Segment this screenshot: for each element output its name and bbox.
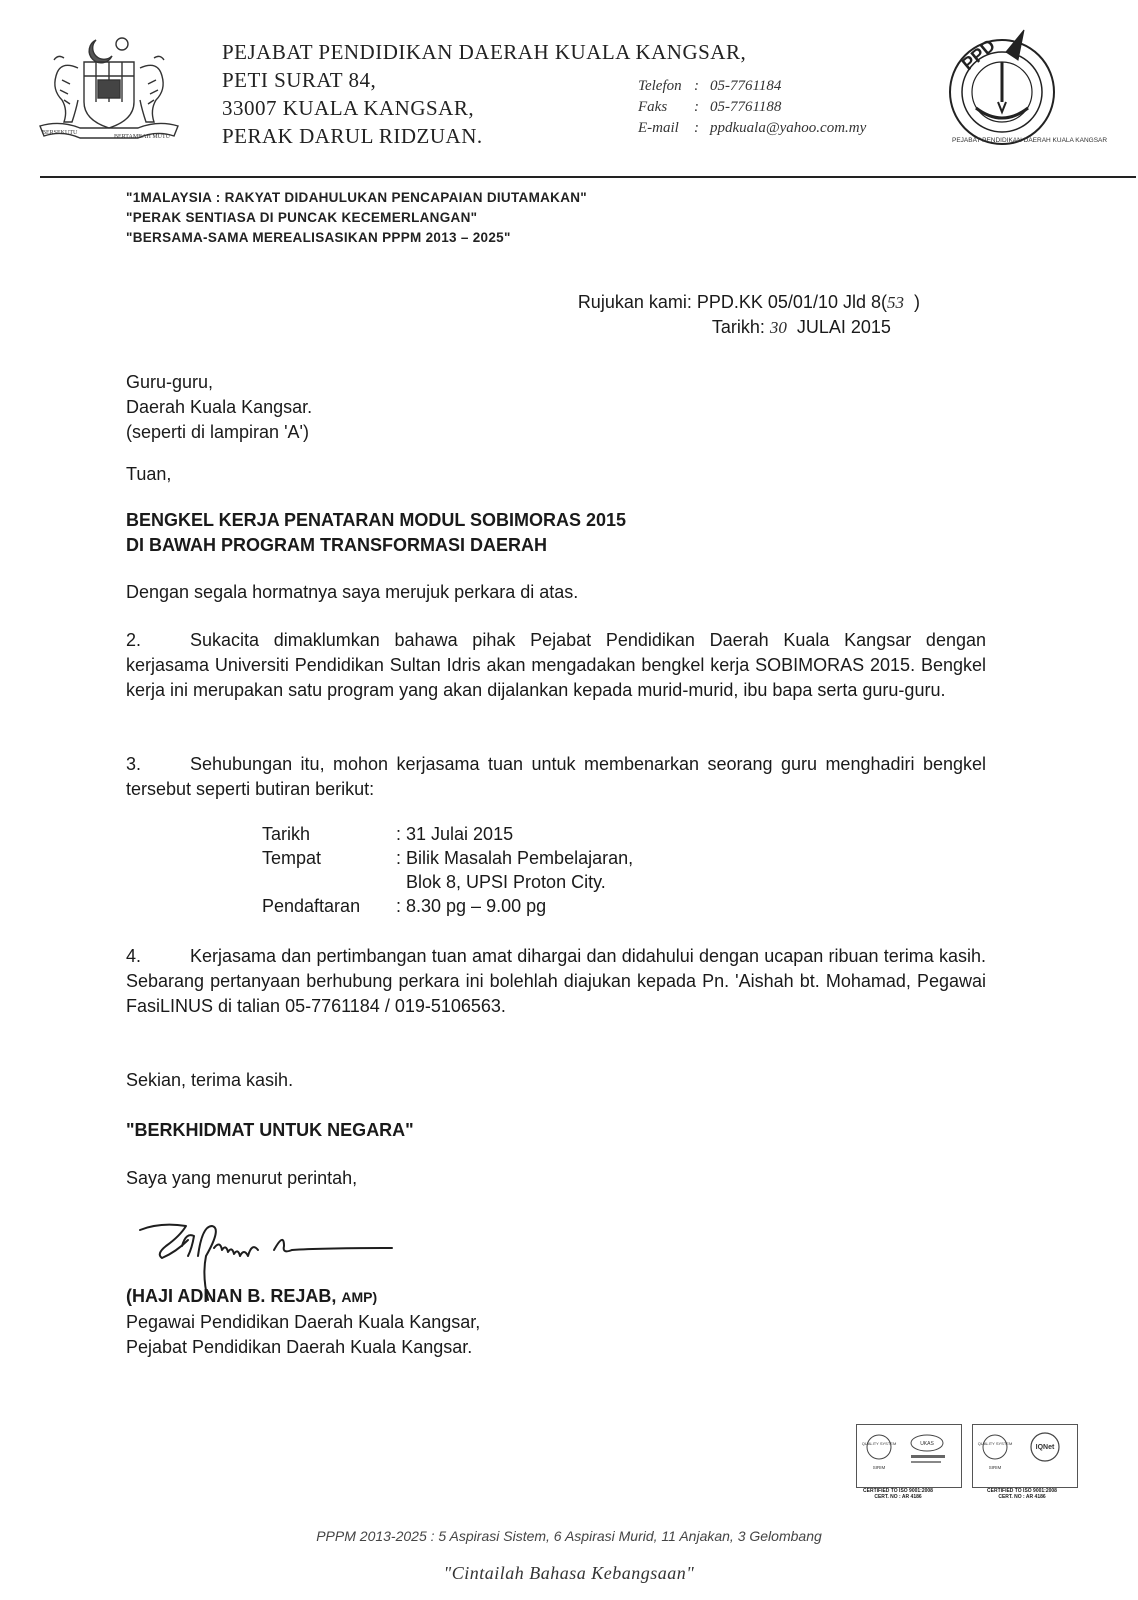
ppd-logo-icon — [936, 22, 1108, 154]
footer-motto: "Cintailah Bahasa Kebangsaan" — [443, 1563, 695, 1583]
subject-line: BENGKEL KERJA PENATARAN MODUL SOBIMORAS 2015 — [126, 510, 627, 530]
header-divider — [40, 176, 1136, 178]
iqnet-icon — [973, 1425, 1077, 1487]
position-line: Pejabat Pendidikan Daerah Kuala Kangsar. — [126, 1337, 473, 1357]
recipient-block — [126, 370, 986, 445]
recipient-line: (seperti di lampiran 'A') — [126, 422, 309, 442]
paragraph-3: 3. Sehubungan itu, mohon kerjasama tuan untuk membenarkan seorang guru menghadiri bengkel tersebut seperti butiran berikut: — [126, 754, 986, 799]
opening-line: Dengan segala hormatnya saya merujuk perkara di atas. — [126, 582, 579, 602]
position-line: Pegawai Pendidikan Daerah Kuala Kangsar, — [126, 1312, 481, 1332]
sirim-iqnet-certification-badge — [972, 1424, 1078, 1488]
closing-thanks: Sekian, terima kasih. — [126, 1070, 294, 1090]
svg-text:PPD: PPD — [957, 35, 1000, 75]
paragraph-2: 2. Sukacita dimaklumkan bahawa pihak Pejabat Pendidikan Daerah Kuala Kangsar dengan kerjasama Universiti Pendidikan Sultan Idris akan mengadakan bengkel kerja SOBIMORAS 2015. Bengkel kerja ini merupakan satu program yang akan dijalankan kepada murid-murid, ibu bapa serta guru-guru. — [126, 630, 986, 700]
svg-text:PEJABAT PENDIDIKAN DAERAH KUAL: PEJABAT PENDIDIKAN DAERAH KUALA KANGSAR — [952, 137, 1108, 144]
signer-name: (HAJI ADNAN B. REJAB, AMP) — [126, 1286, 378, 1306]
svg-text:QUALITY SYSTEM: QUALITY SYSTEM — [861, 1441, 897, 1446]
slogans — [126, 188, 587, 248]
motto: "BERKHIDMAT UNTUK NEGARA" — [126, 1120, 414, 1140]
office-contacts — [638, 76, 866, 139]
svg-text:BERTAMBAH MUTU: BERTAMBAH MUTU — [114, 134, 170, 140]
handwritten-reference-number: 53 — [886, 293, 904, 312]
date-line: Tarikh: 30 JULAI 2015 — [711, 317, 891, 337]
malaysia-coat-of-arms-icon — [34, 30, 184, 152]
sirim-ukas-certification-badge — [856, 1424, 962, 1488]
signer-position — [126, 1310, 986, 1360]
handwritten-date-day: 30 — [769, 318, 787, 337]
salutation: Tuan, — [126, 464, 172, 484]
contact-phone: Telefon : 05-7761184 — [638, 78, 782, 94]
address-line: PERAK DARUL RIDZUAN. — [222, 124, 483, 148]
svg-text:BERSEKUTU: BERSEKUTU — [42, 130, 78, 136]
svg-text:UKAS: UKAS — [920, 1441, 934, 1447]
subject-line: DI BAWAH PROGRAM TRANSFORMASI DAERAH — [126, 535, 547, 555]
detail-row: Tempat : Bilik Masalah Pembelajaran, — [262, 848, 634, 868]
detail-row: Pendaftaran : 8.30 pg – 9.00 pg — [262, 896, 547, 916]
slogan-line: "BERSAMA-SAMA MEREALISASIKAN PPPM 2013 – 2025" — [126, 230, 511, 245]
svg-text:IQNet: IQNet — [1035, 1444, 1055, 1451]
subject — [126, 508, 986, 558]
svg-text:SIRIM: SIRIM — [988, 1465, 1002, 1470]
closing-phrase: Saya yang menurut perintah, — [126, 1168, 358, 1188]
contact-fax: Faks : 05-7761188 — [638, 99, 782, 115]
reference-block — [578, 290, 920, 340]
svg-text:QUALITY SYSTEM: QUALITY SYSTEM — [977, 1441, 1013, 1446]
quality-system-icon — [857, 1425, 961, 1487]
contact-email: E-mail : ppdkuala@yahoo.com.my — [638, 120, 867, 136]
address-line: PEJABAT PENDIDIKAN DAERAH KUALA KANGSAR, — [222, 40, 747, 64]
reference-line: Rujukan kami: PPD.KK 05/01/10 Jld 8(53 ) — [577, 292, 920, 312]
address-line: 33007 KUALA KANGSAR, — [222, 96, 475, 120]
paragraph-4: 4. Kerjasama dan pertimbangan tuan amat dihargai dan didahului dengan ucapan ribuan terima kasih. Sebarang pertanyaan berhubung perkara ini bolehlah diajukan kepada Pn. 'Aishah bt. Mohamad, Pegawai FasiLINUS di talian 05-7761184 / 019-5106563. — [126, 946, 986, 1016]
recipient-line: Daerah Kuala Kangsar. — [126, 397, 313, 417]
svg-text:SIRIM: SIRIM — [872, 1465, 886, 1470]
address-line: PETI SURAT 84, — [222, 68, 377, 92]
certification-caption: CERTIFIED TO ISO 9001:2008 CERT. NO : AR 4186 — [863, 1488, 933, 1500]
recipient-line: Guru-guru, — [126, 372, 214, 392]
slogan-line: "1MALAYSIA : RAKYAT DIDAHULUKAN PENCAPAIAN DIUTAMAKAN" — [126, 190, 588, 205]
event-details — [262, 822, 633, 918]
detail-row: Blok 8, UPSI Proton City. — [406, 872, 606, 892]
detail-row: Tarikh : 31 Julai 2015 — [262, 824, 514, 844]
slogan-line: "PERAK SENTIASA DI PUNCAK KECEMERLANGAN" — [126, 210, 478, 225]
certification-caption: CERTIFIED TO ISO 9001:2008 CERT. NO : AR 4186 — [987, 1488, 1057, 1500]
footer-pppm: PPPM 2013-2025 : 5 Aspirasi Sistem, 6 Aspirasi Murid, 11 Anjakan, 3 Gelombang — [316, 1528, 822, 1544]
